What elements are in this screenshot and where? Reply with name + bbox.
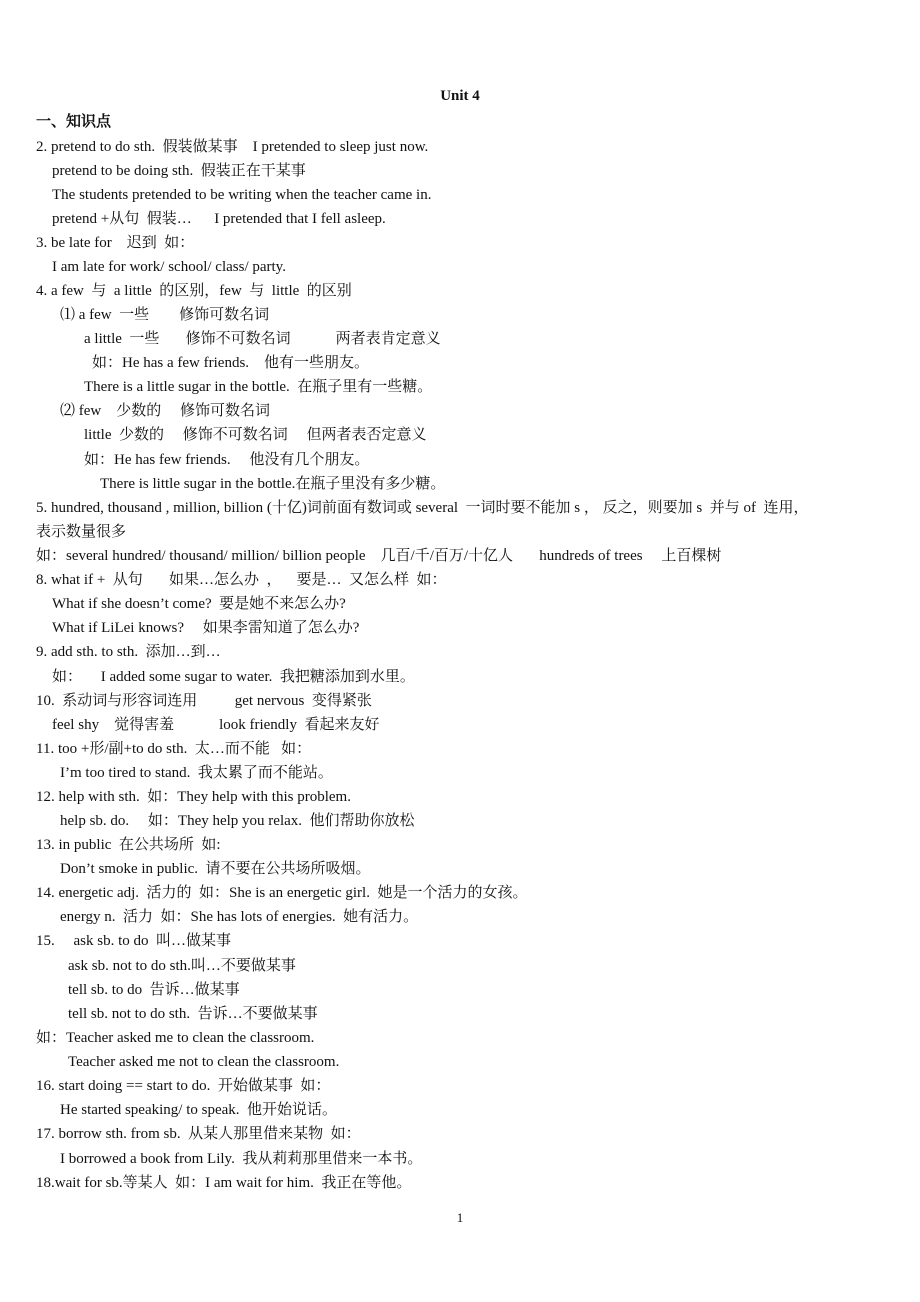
text-line: There is a little sugar in the bottle. 在瓶子里有一些糖。 xyxy=(84,379,433,395)
text-line: 4. a few 与 a little 的区别，few 与 little 的区别 xyxy=(36,283,352,299)
text-line: a little 一些 修饰不可数名词 两者表肯定意义 xyxy=(84,331,441,347)
text-line: feel shy 觉得害羞 look friendly 看起来友好 xyxy=(52,717,380,733)
text-line: 10. 系动词与形容词连用 get nervous 变得紧张 xyxy=(36,693,372,709)
text-line: 5. hundred, thousand , million, billion (十亿)词前面有数词或 several 一词时要不能加 s ， 反之，则要加 s 并与 of 连用， xyxy=(36,500,809,516)
text-line: 2. pretend to do sth. 假装做某事 I pretended to sleep just now. xyxy=(36,139,429,155)
text-line: 18.wait for sb.等某人 如：I am wait for him. 我正在等他。 xyxy=(36,1175,412,1191)
text-line: What if she doesn’t come? 要是她不来怎么办? xyxy=(52,596,346,612)
text-line: little 少数的 修饰不可数名词 但两者表否定意义 xyxy=(84,427,427,443)
text-line: help sb. do. 如：They help you relax. 他们帮助你放松 xyxy=(60,813,415,829)
text-line: ask sb. not to do sth.叫…不要做某事 xyxy=(68,958,296,974)
text-line: The students pretended to be writing when the teacher came in. xyxy=(52,187,432,203)
text-line: tell sb. not to do sth. 告诉…不要做某事 xyxy=(68,1006,318,1022)
text-line: 12. help with sth. 如：They help with this problem. xyxy=(36,789,351,805)
section-heading: 一、知识点 xyxy=(36,114,112,130)
text-line: 表示数量很多 xyxy=(36,524,127,540)
text-line: 如：He has a few friends. 他有一些朋友。 xyxy=(92,355,370,371)
text-line: 如： I added some sugar to water. 我把糖添加到水里。 xyxy=(52,669,415,685)
text-line: There is little sugar in the bottle.在瓶子里没有多少糖。 xyxy=(100,476,446,492)
page-number: 1 xyxy=(456,1210,464,1225)
text-line: 17. borrow sth. from sb. 从某人那里借来某物 如： xyxy=(36,1126,361,1142)
text-line: pretend to be doing sth. 假装正在干某事 xyxy=(52,163,306,179)
text-line: 如：several hundred/ thousand/ million/ billion people 几百/千/百万/十亿人 hundreds of trees 上百棵树 xyxy=(36,548,722,564)
text-line: ⑵ few 少数的 修饰可数名词 xyxy=(60,403,270,419)
text-line: energy n. 活力 如：She has lots of energies. 她有活力。 xyxy=(60,909,419,925)
text-line: He started speaking/ to speak. 他开始说话。 xyxy=(60,1102,338,1118)
text-line: 11. too +形/副+to do sth. 太…而不能 如： xyxy=(36,741,312,757)
text-line: tell sb. to do 告诉…做某事 xyxy=(68,982,240,998)
text-line: 15. ask sb. to do 叫…做某事 xyxy=(36,933,232,949)
text-line: 9. add sth. to sth. 添加…到… xyxy=(36,644,221,660)
text-line: I’m too tired to stand. 我太累了而不能站。 xyxy=(60,765,333,781)
text-line: 如：He has few friends. 他没有几个朋友。 xyxy=(84,452,370,468)
text-line: 如：Teacher asked me to clean the classroom. xyxy=(36,1030,315,1046)
text-line: Don’t smoke in public. 请不要在公共场所吸烟。 xyxy=(60,861,371,877)
text-line: 13. in public 在公共场所 如: xyxy=(36,837,221,853)
text-line: 14. energetic adj. 活力的 如：She is an energetic girl. 她是一个活力的女孩。 xyxy=(36,885,528,901)
text-line: I borrowed a book from Lily. 我从莉莉那里借来一本书。 xyxy=(60,1151,423,1167)
page-title: Unit 4 xyxy=(440,88,480,104)
text-line: 16. start doing == start to do. 开始做某事 如： xyxy=(36,1078,331,1094)
text-line: 8. what if + 从句 如果…怎么办 ， 要是… 又怎么样 如： xyxy=(36,572,447,588)
text-line: pretend +从句 假装… I pretended that I fell asleep. xyxy=(52,211,386,227)
text-line: ⑴ a few 一些 修饰可数名词 xyxy=(60,307,270,323)
text-line: What if LiLei knows? 如果李雷知道了怎么办? xyxy=(52,620,360,636)
text-line: 3. be late for 迟到 如： xyxy=(36,235,195,251)
text-line: Teacher asked me not to clean the classroom. xyxy=(68,1054,340,1070)
text-line: I am late for work/ school/ class/ party. xyxy=(52,259,286,275)
